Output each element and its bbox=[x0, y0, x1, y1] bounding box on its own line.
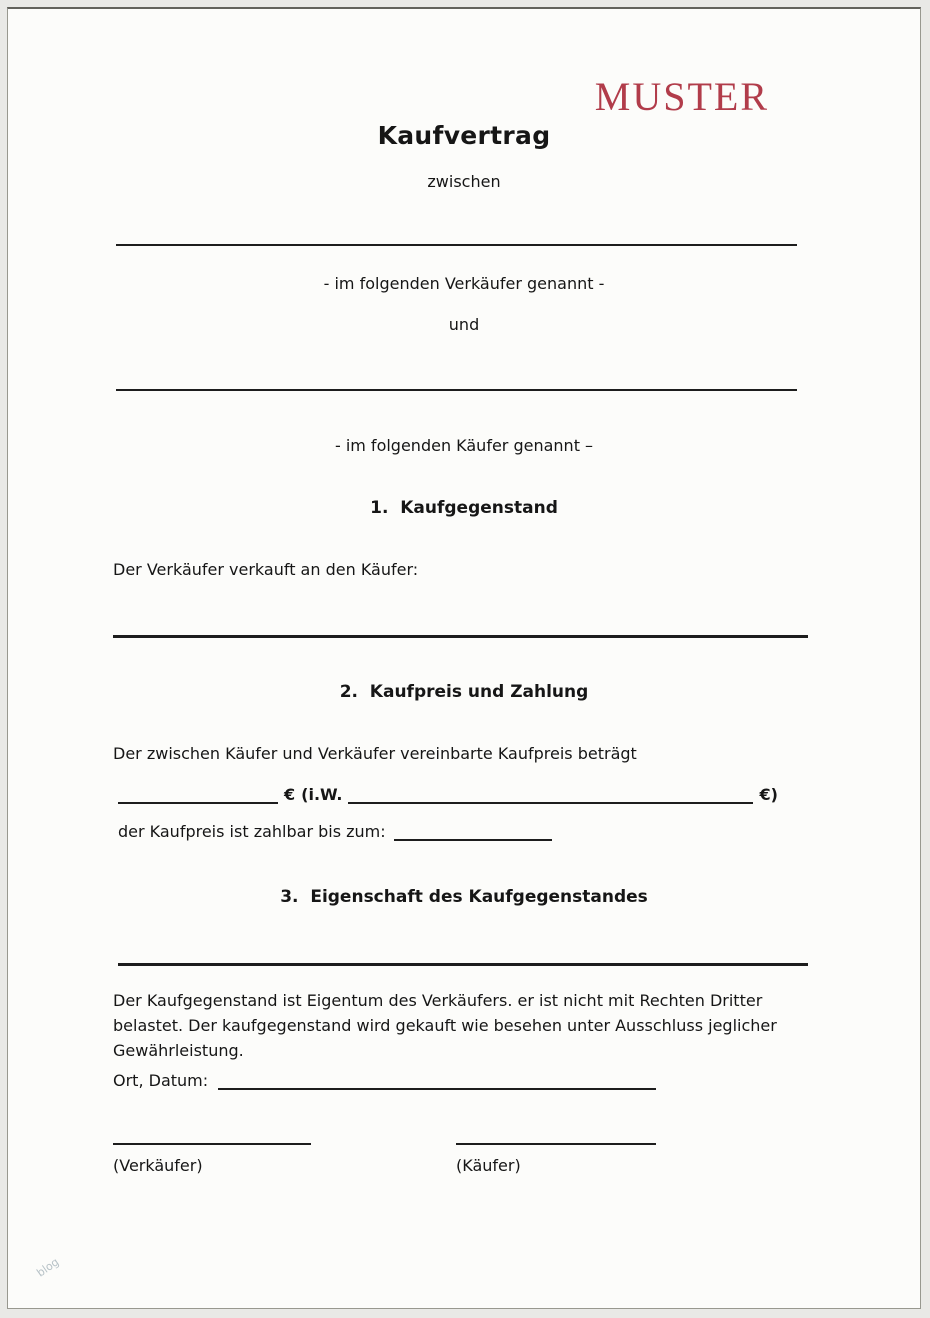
property-line bbox=[118, 963, 808, 966]
buyer-signature-line bbox=[456, 1143, 656, 1145]
seller-signature-line bbox=[113, 1143, 311, 1145]
seller-caption: - im folgenden Verkäufer genannt - bbox=[323, 274, 605, 293]
place-date-row bbox=[113, 1071, 656, 1090]
payment-due-line bbox=[394, 823, 552, 841]
section-2-intro: Der zwischen Käufer und Verkäufer vereinbarte Kaufpreis beträgt bbox=[113, 744, 637, 763]
section-3-body: Der Kaufgegenstand ist Eigentum des Verkäufers. er ist nicht mit Rechten Dritter belastet. Der kaufgegenstand wird gekauft wie besehen unter Ausschluss jeglicher Gewährleistung. bbox=[113, 991, 777, 1060]
seller-name-line bbox=[116, 244, 797, 246]
section-1-intro: Der Verkäufer verkauft an den Käufer: bbox=[113, 560, 419, 579]
section-2-heading: 2. Kaufpreis und Zahlung bbox=[339, 682, 589, 702]
seller-signature-label: (Verkäufer) bbox=[113, 1156, 203, 1175]
purchase-item-line bbox=[113, 635, 808, 638]
price-currency: € bbox=[284, 785, 296, 804]
price-amount-line bbox=[118, 786, 278, 804]
place-date-label: Ort, Datum: bbox=[113, 1071, 209, 1090]
and-label: und bbox=[448, 315, 480, 334]
document-page bbox=[7, 7, 921, 1309]
place-date-line bbox=[218, 1072, 656, 1090]
buyer-caption: - im folgenden Käufer genannt – bbox=[334, 436, 594, 455]
price-in-words-currency: €) bbox=[759, 785, 778, 804]
buyer-name-line bbox=[116, 389, 797, 391]
scan-artifact-text: blog bbox=[34, 1255, 62, 1280]
buyer-signature-label: (Käufer) bbox=[456, 1156, 521, 1175]
price-in-words-line bbox=[348, 786, 753, 804]
payment-due-label: der Kaufpreis ist zahlbar bis zum: bbox=[118, 822, 386, 841]
section-3-heading: 3. Eigenschaft des Kaufgegenstandes bbox=[280, 887, 648, 907]
section-1-heading: 1. Kaufgegenstand bbox=[370, 498, 558, 518]
price-row bbox=[118, 785, 778, 804]
page-title: Kaufvertrag bbox=[377, 121, 551, 150]
between-label: zwischen bbox=[427, 172, 501, 191]
muster-watermark: MUSTER bbox=[594, 74, 769, 119]
price-in-words-label: (i.W. bbox=[301, 785, 343, 804]
payment-due-row bbox=[118, 822, 552, 841]
